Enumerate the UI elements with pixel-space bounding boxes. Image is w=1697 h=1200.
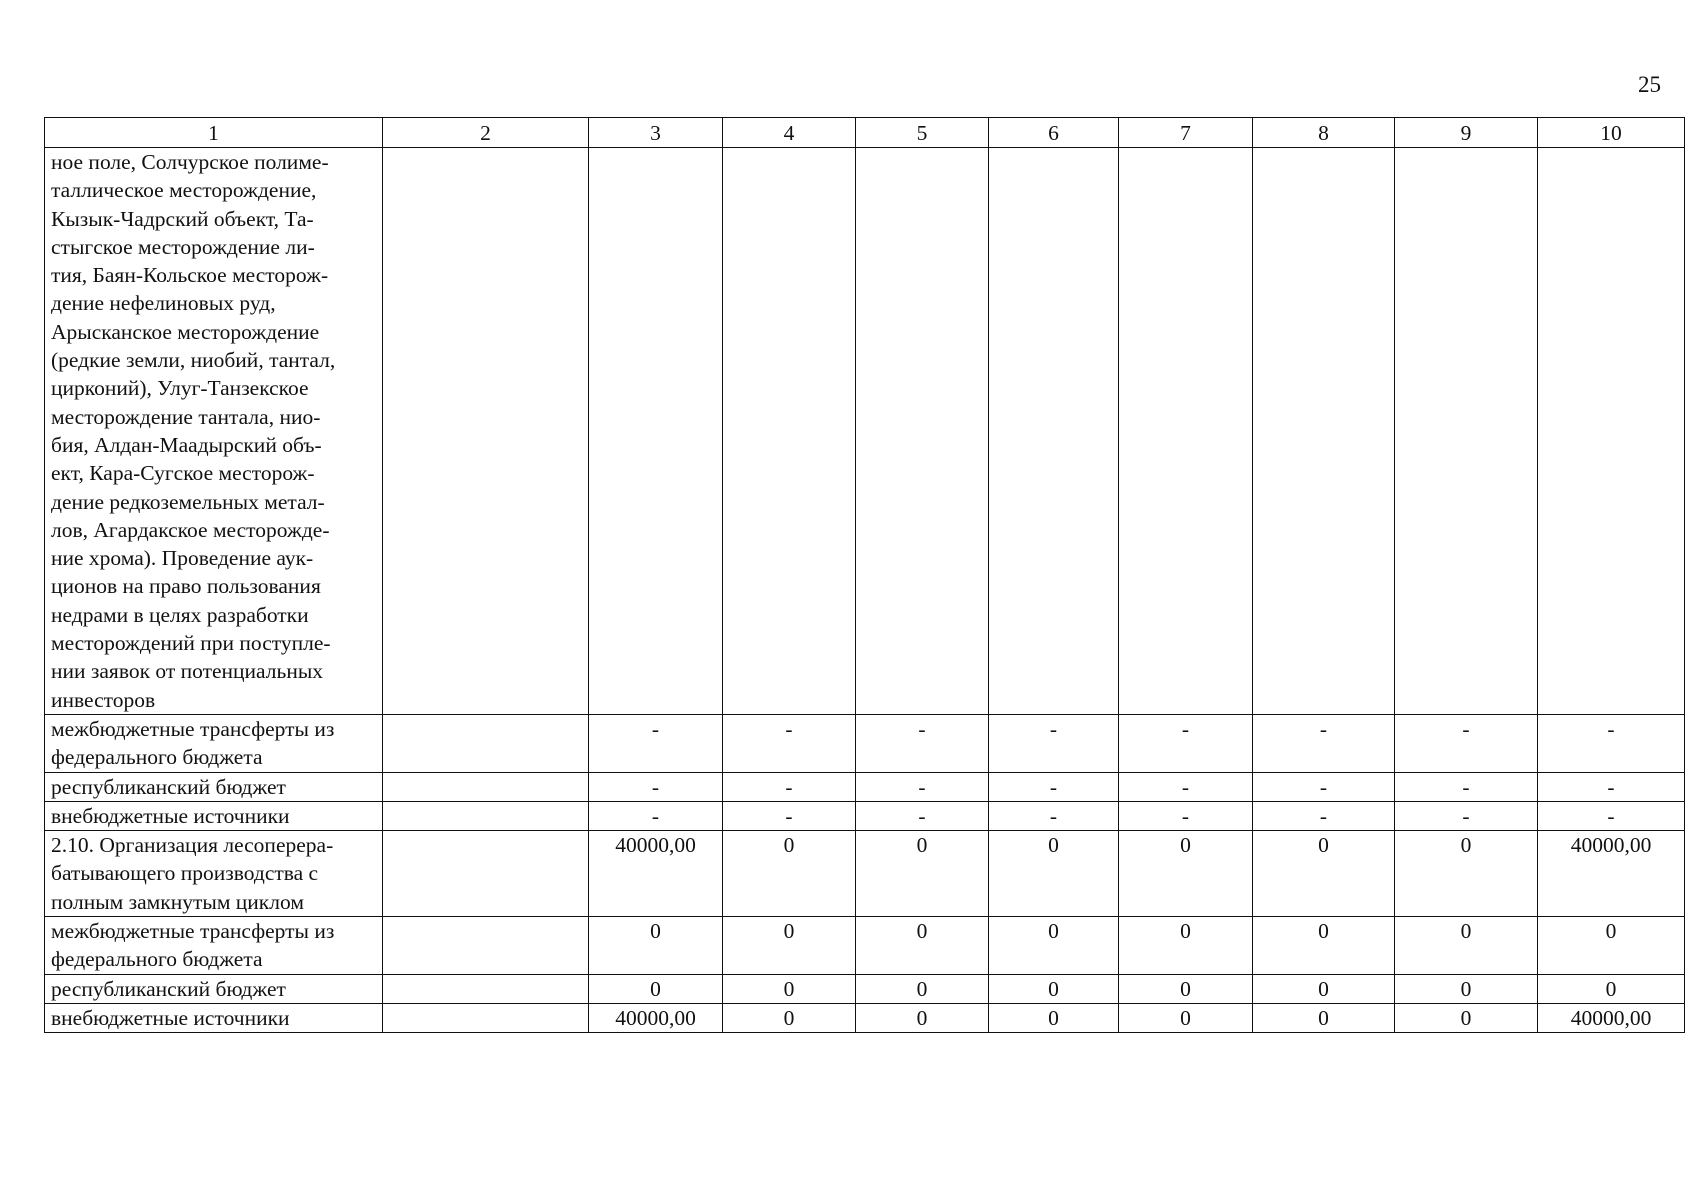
value-cell: - <box>856 714 989 772</box>
description-line: месторождений при поступле- <box>51 631 331 656</box>
value-cell: - <box>1538 714 1685 772</box>
value-cell: - <box>1395 714 1538 772</box>
description-line: дение нефелиновых руд, <box>51 291 276 316</box>
value-cell: - <box>856 772 989 801</box>
value-cell: 0 <box>723 1003 856 1032</box>
column-header: 1 <box>45 118 383 148</box>
table-row <box>45 917 1685 975</box>
value-cell: 0 <box>1253 1003 1395 1032</box>
value-cell <box>1395 148 1538 715</box>
cell-col-2 <box>383 772 589 801</box>
table-row <box>45 974 1685 1003</box>
description-line: батывающего производства с <box>51 861 319 886</box>
description-line: межбюджетные трансферты из <box>51 919 335 944</box>
value-cell: 40000,00 <box>589 831 723 917</box>
cell-col-2 <box>383 714 589 772</box>
value-cell: - <box>1119 714 1253 772</box>
description-line: дение редкоземельных метал- <box>51 489 325 514</box>
value-cell: - <box>723 714 856 772</box>
row-description <box>45 917 383 975</box>
value-cell: 0 <box>1119 917 1253 975</box>
value-cell: 0 <box>856 917 989 975</box>
value-cell: - <box>1119 772 1253 801</box>
column-header: 4 <box>723 118 856 148</box>
value-cell: 0 <box>1395 1003 1538 1032</box>
column-header: 6 <box>989 118 1119 148</box>
value-cell: 0 <box>1253 917 1395 975</box>
cell-col-2 <box>383 831 589 917</box>
description-line: месторождение тантала, нио- <box>51 404 321 429</box>
value-cell: - <box>589 772 723 801</box>
cell-col-2 <box>383 974 589 1003</box>
value-cell: - <box>723 772 856 801</box>
row-description <box>45 801 383 830</box>
row-description <box>45 714 383 772</box>
value-cell: - <box>1395 772 1538 801</box>
description-line: республиканский бюджет <box>51 774 286 799</box>
description-line: федерального бюджета <box>51 947 263 972</box>
description-line: внебюджетные источники <box>51 803 290 828</box>
value-cell: 0 <box>989 974 1119 1003</box>
description-line: полным замкнутым циклом <box>51 889 304 914</box>
cell-col-2 <box>383 801 589 830</box>
row-description <box>45 974 383 1003</box>
value-cell: 0 <box>1395 974 1538 1003</box>
value-cell: - <box>1253 801 1395 830</box>
value-cell <box>589 148 723 715</box>
column-header: 3 <box>589 118 723 148</box>
value-cell: - <box>856 801 989 830</box>
value-cell: 0 <box>1119 831 1253 917</box>
description-line: нии заявок от потенциальных <box>51 659 324 684</box>
value-cell: 0 <box>723 974 856 1003</box>
description-line: ное поле, Солчурское полиме- <box>51 150 329 174</box>
value-cell <box>856 148 989 715</box>
value-cell <box>1253 148 1395 715</box>
value-cell: 0 <box>1253 974 1395 1003</box>
table-row <box>45 714 1685 772</box>
column-header: 7 <box>1119 118 1253 148</box>
value-cell: - <box>1253 772 1395 801</box>
value-cell: 0 <box>1253 831 1395 917</box>
value-cell: 0 <box>589 917 723 975</box>
cell-col-2 <box>383 1003 589 1032</box>
value-cell: 0 <box>856 974 989 1003</box>
description-line: инвесторов <box>51 687 156 712</box>
value-cell: 0 <box>723 831 856 917</box>
row-description <box>45 772 383 801</box>
value-cell: 0 <box>723 917 856 975</box>
description-line: тия, Баян-Кольское месторож- <box>51 263 329 288</box>
description-line: недрами в целях разработки <box>51 602 309 627</box>
description-line: ние хрома). Проведение аук- <box>51 546 314 571</box>
value-cell: - <box>1119 801 1253 830</box>
description-line: республиканский бюджет <box>51 976 286 1001</box>
table-row <box>45 148 1685 715</box>
budget-table <box>44 117 1685 1033</box>
table-row <box>45 1003 1685 1032</box>
value-cell: 0 <box>1538 974 1685 1003</box>
value-cell: 0 <box>989 1003 1119 1032</box>
row-description <box>45 148 383 715</box>
description-line: межбюджетные трансферты из <box>51 716 335 741</box>
row-description <box>45 831 383 917</box>
description-line: (редкие земли, ниобий, тантал, <box>51 348 336 373</box>
value-cell: 0 <box>856 1003 989 1032</box>
value-cell: 0 <box>1119 1003 1253 1032</box>
description-line: цирконий), Улуг-Танзекское <box>51 376 309 401</box>
description-line: бия, Алдан-Маадырский объ- <box>51 432 322 457</box>
value-cell <box>723 148 856 715</box>
value-cell: - <box>589 714 723 772</box>
row-description <box>45 1003 383 1032</box>
description-line: внебюджетные источники <box>51 1005 290 1030</box>
value-cell: - <box>1253 714 1395 772</box>
description-line: таллическое месторождение, <box>51 178 317 203</box>
value-cell: 0 <box>1538 917 1685 975</box>
value-cell: - <box>589 801 723 830</box>
column-header: 8 <box>1253 118 1395 148</box>
value-cell: - <box>1395 801 1538 830</box>
value-cell: 0 <box>1395 831 1538 917</box>
value-cell: 0 <box>856 831 989 917</box>
table-header-row <box>45 118 1685 148</box>
value-cell: - <box>989 772 1119 801</box>
page-number: 25 <box>1638 72 1661 97</box>
column-header: 2 <box>383 118 589 148</box>
description-line: ционов на право пользования <box>51 574 321 599</box>
value-cell: - <box>989 714 1119 772</box>
cell-col-2 <box>383 917 589 975</box>
column-header: 5 <box>856 118 989 148</box>
value-cell: 0 <box>589 974 723 1003</box>
description-line: Арысканское месторождение <box>51 319 320 344</box>
description-line: стыгское месторождение ли- <box>51 234 315 259</box>
value-cell: - <box>989 801 1119 830</box>
value-cell: - <box>723 801 856 830</box>
description-line: лов, Агардакское месторожде- <box>51 517 330 542</box>
column-header: 9 <box>1395 118 1538 148</box>
table-row <box>45 801 1685 830</box>
cell-col-2 <box>383 148 589 715</box>
value-cell: - <box>1538 801 1685 830</box>
value-cell <box>1538 148 1685 715</box>
table-row <box>45 831 1685 917</box>
description-line: ект, Кара-Сугское месторож- <box>51 461 315 486</box>
value-cell: 40000,00 <box>589 1003 723 1032</box>
value-cell: 0 <box>989 831 1119 917</box>
value-cell: 40000,00 <box>1538 831 1685 917</box>
description-line: 2.10. Организация лесоперера- <box>51 833 334 858</box>
value-cell <box>989 148 1119 715</box>
description-line: федерального бюджета <box>51 745 263 770</box>
value-cell: 40000,00 <box>1538 1003 1685 1032</box>
value-cell: 0 <box>989 917 1119 975</box>
value-cell: 0 <box>1395 917 1538 975</box>
value-cell <box>1119 148 1253 715</box>
column-header: 10 <box>1538 118 1685 148</box>
description-line: Кызык-Чадрский объект, Та- <box>51 206 314 231</box>
value-cell: - <box>1538 772 1685 801</box>
table-row <box>45 772 1685 801</box>
value-cell: 0 <box>1119 974 1253 1003</box>
